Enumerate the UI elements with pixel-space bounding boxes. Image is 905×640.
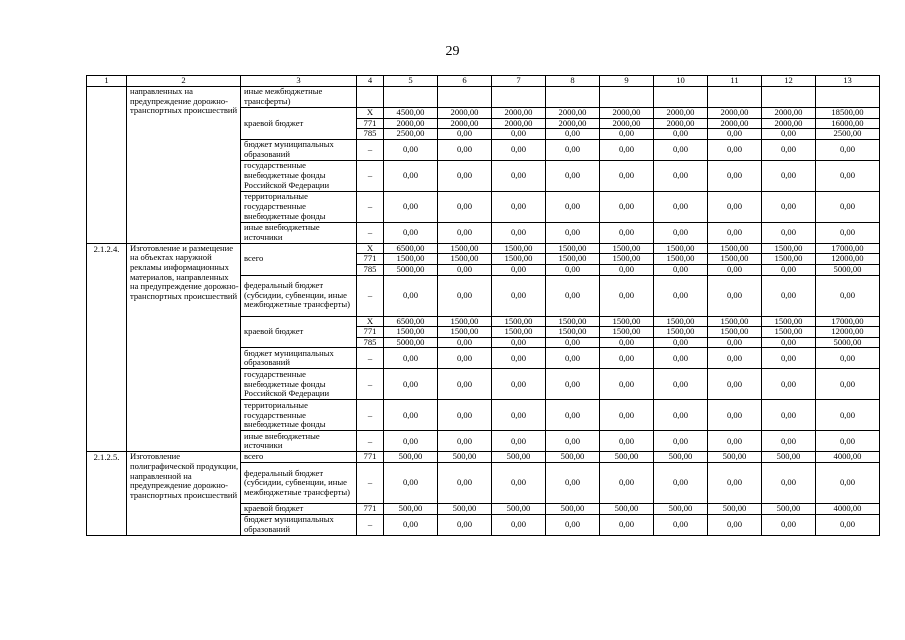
value-cell: 500,00: [492, 503, 546, 514]
value-cell: 2000,00: [546, 118, 600, 129]
value-cell: 0,00: [762, 369, 816, 400]
budget-code: 785: [357, 337, 384, 348]
value-cell: 0,00: [762, 400, 816, 431]
funding-source: государственные внебюджетные фонды Российской Федерации: [241, 369, 357, 400]
value-cell: 1500,00: [654, 254, 708, 265]
value-cell: 0,00: [546, 222, 600, 243]
item-code: 2.1.2.4.: [87, 243, 127, 452]
value-cell: 500,00: [384, 503, 438, 514]
value-cell: 1500,00: [654, 327, 708, 338]
value-cell: 5000,00: [384, 264, 438, 275]
column-header: 1: [87, 76, 127, 87]
value-cell: 2000,00: [708, 108, 762, 119]
value-cell: 12000,00: [816, 327, 880, 338]
value-cell: 0,00: [708, 160, 762, 191]
value-cell: 2000,00: [438, 118, 492, 129]
value-cell: 0,00: [708, 431, 762, 452]
budget-code: 771: [357, 118, 384, 129]
budget-code: –: [357, 160, 384, 191]
value-cell: [762, 87, 816, 108]
value-cell: 500,00: [600, 452, 654, 463]
value-cell: 0,00: [600, 191, 654, 222]
budget-table: [86, 75, 880, 536]
column-header: 2: [127, 76, 241, 87]
column-header: 3: [241, 76, 357, 87]
value-cell: 2000,00: [600, 108, 654, 119]
value-cell: 1500,00: [492, 243, 546, 254]
value-cell: 0,00: [384, 222, 438, 243]
value-cell: 0,00: [600, 275, 654, 316]
table-row: [87, 87, 880, 108]
value-cell: 0,00: [438, 264, 492, 275]
page-number: 29: [445, 44, 460, 59]
value-cell: 1500,00: [654, 243, 708, 254]
value-cell: 4000,00: [816, 452, 880, 463]
value-cell: 0,00: [762, 139, 816, 160]
value-cell: [492, 87, 546, 108]
value-cell: 0,00: [600, 139, 654, 160]
value-cell: 2000,00: [708, 118, 762, 129]
value-cell: 0,00: [438, 369, 492, 400]
column-header: 5: [384, 76, 438, 87]
value-cell: 0,00: [816, 400, 880, 431]
value-cell: 0,00: [816, 139, 880, 160]
value-cell: 0,00: [708, 462, 762, 503]
value-cell: 0,00: [546, 337, 600, 348]
column-header: 9: [600, 76, 654, 87]
value-cell: 0,00: [816, 348, 880, 369]
value-cell: 1500,00: [438, 243, 492, 254]
funding-source: иные внебюджетные источники: [241, 222, 357, 243]
value-cell: 0,00: [384, 514, 438, 535]
value-cell: 0,00: [600, 400, 654, 431]
value-cell: 0,00: [654, 275, 708, 316]
value-cell: 1500,00: [762, 316, 816, 327]
value-cell: 0,00: [438, 514, 492, 535]
column-header: 8: [546, 76, 600, 87]
funding-source: бюджет муниципальных образований: [241, 139, 357, 160]
value-cell: 0,00: [816, 514, 880, 535]
value-cell: 1500,00: [438, 254, 492, 265]
value-cell: 0,00: [600, 337, 654, 348]
value-cell: 500,00: [654, 452, 708, 463]
value-cell: 0,00: [438, 337, 492, 348]
value-cell: 0,00: [438, 129, 492, 140]
value-cell: 0,00: [492, 337, 546, 348]
table-row: [87, 452, 880, 463]
value-cell: 1500,00: [438, 316, 492, 327]
value-cell: 0,00: [816, 431, 880, 452]
value-cell: 0,00: [546, 264, 600, 275]
value-cell: [654, 87, 708, 108]
value-cell: 500,00: [546, 503, 600, 514]
item-code: 2.1.2.5.: [87, 452, 127, 535]
value-cell: [600, 87, 654, 108]
value-cell: 0,00: [492, 264, 546, 275]
column-header: 12: [762, 76, 816, 87]
value-cell: 5000,00: [816, 337, 880, 348]
column-header: 6: [438, 76, 492, 87]
column-header: 7: [492, 76, 546, 87]
value-cell: 6500,00: [384, 243, 438, 254]
funding-source: иные внебюджетные источники: [241, 431, 357, 452]
budget-code: [357, 87, 384, 108]
value-cell: 1500,00: [708, 316, 762, 327]
value-cell: 0,00: [762, 348, 816, 369]
value-cell: 1500,00: [654, 316, 708, 327]
table-row: [87, 243, 880, 254]
funding-source: бюджет муниципальных образований: [241, 514, 357, 535]
column-header: 13: [816, 76, 880, 87]
budget-code: –: [357, 514, 384, 535]
value-cell: 0,00: [654, 369, 708, 400]
value-cell: 0,00: [546, 400, 600, 431]
value-cell: 1500,00: [600, 243, 654, 254]
item-code: [87, 87, 127, 244]
budget-code: –: [357, 431, 384, 452]
value-cell: 0,00: [384, 191, 438, 222]
value-cell: 2000,00: [654, 118, 708, 129]
value-cell: 1500,00: [546, 243, 600, 254]
value-cell: 0,00: [708, 369, 762, 400]
value-cell: 18500,00: [816, 108, 880, 119]
budget-code: 771: [357, 452, 384, 463]
value-cell: 0,00: [708, 348, 762, 369]
value-cell: 0,00: [816, 462, 880, 503]
value-cell: 2000,00: [492, 108, 546, 119]
value-cell: 0,00: [762, 514, 816, 535]
column-header: 4: [357, 76, 384, 87]
value-cell: [438, 87, 492, 108]
value-cell: 2000,00: [438, 108, 492, 119]
value-cell: 500,00: [708, 503, 762, 514]
value-cell: 0,00: [762, 160, 816, 191]
value-cell: 500,00: [546, 452, 600, 463]
value-cell: 0,00: [492, 348, 546, 369]
value-cell: 0,00: [546, 191, 600, 222]
value-cell: 0,00: [654, 431, 708, 452]
value-cell: 0,00: [384, 160, 438, 191]
value-cell: 0,00: [654, 139, 708, 160]
funding-source: федеральный бюджет (субсидии, субвенции, иные межбюджетные трансферты): [241, 275, 357, 316]
value-cell: 500,00: [492, 452, 546, 463]
value-cell: 500,00: [600, 503, 654, 514]
value-cell: 0,00: [546, 160, 600, 191]
value-cell: 0,00: [492, 222, 546, 243]
budget-code: 771: [357, 254, 384, 265]
value-cell: 1500,00: [762, 254, 816, 265]
value-cell: 0,00: [708, 400, 762, 431]
value-cell: 500,00: [654, 503, 708, 514]
budget-code: –: [357, 369, 384, 400]
value-cell: [546, 87, 600, 108]
value-cell: 0,00: [762, 222, 816, 243]
value-cell: 0,00: [654, 462, 708, 503]
funding-source: всего: [241, 243, 357, 275]
value-cell: 0,00: [492, 275, 546, 316]
funding-source: краевой бюджет: [241, 108, 357, 140]
value-cell: 0,00: [654, 514, 708, 535]
value-cell: 0,00: [762, 337, 816, 348]
value-cell: 1500,00: [600, 254, 654, 265]
value-cell: 5000,00: [816, 264, 880, 275]
funding-source: территориальные государственные внебюджетные фонды: [241, 400, 357, 431]
value-cell: 0,00: [438, 191, 492, 222]
value-cell: 0,00: [384, 400, 438, 431]
value-cell: 0,00: [546, 462, 600, 503]
value-cell: 12000,00: [816, 254, 880, 265]
budget-code: –: [357, 222, 384, 243]
value-cell: 0,00: [762, 264, 816, 275]
value-cell: 0,00: [600, 462, 654, 503]
value-cell: 500,00: [708, 452, 762, 463]
value-cell: 500,00: [438, 503, 492, 514]
value-cell: 0,00: [492, 400, 546, 431]
value-cell: 0,00: [600, 264, 654, 275]
funding-source: бюджет муниципальных образований: [241, 348, 357, 369]
funding-source: территориальные государственные внебюджетные фонды: [241, 191, 357, 222]
value-cell: 500,00: [762, 452, 816, 463]
value-cell: 0,00: [438, 275, 492, 316]
value-cell: 0,00: [654, 264, 708, 275]
value-cell: 0,00: [708, 275, 762, 316]
budget-code: –: [357, 400, 384, 431]
value-cell: 0,00: [600, 348, 654, 369]
funding-source: государственные внебюджетные фонды Российской Федерации: [241, 160, 357, 191]
value-cell: 0,00: [816, 191, 880, 222]
value-cell: 0,00: [438, 431, 492, 452]
budget-code: –: [357, 348, 384, 369]
value-cell: 0,00: [546, 348, 600, 369]
value-cell: 1500,00: [492, 254, 546, 265]
value-cell: 0,00: [708, 222, 762, 243]
budget-code: X: [357, 243, 384, 254]
value-cell: 2000,00: [762, 108, 816, 119]
value-cell: 0,00: [816, 222, 880, 243]
budget-code: 771: [357, 503, 384, 514]
value-cell: 0,00: [546, 129, 600, 140]
budget-code: –: [357, 191, 384, 222]
value-cell: [384, 87, 438, 108]
column-number-row: [87, 76, 880, 87]
item-name: Изготовление полиграфической продукции, направленной на предупреждение дорожно-транспортных происшествий: [127, 452, 241, 535]
value-cell: 17000,00: [816, 243, 880, 254]
value-cell: 0,00: [438, 160, 492, 191]
value-cell: 0,00: [600, 369, 654, 400]
value-cell: 1500,00: [762, 243, 816, 254]
value-cell: 0,00: [546, 369, 600, 400]
value-cell: 1500,00: [546, 254, 600, 265]
value-cell: 0,00: [546, 275, 600, 316]
value-cell: 0,00: [762, 129, 816, 140]
value-cell: 2000,00: [492, 118, 546, 129]
budget-code: 785: [357, 129, 384, 140]
value-cell: 0,00: [438, 139, 492, 160]
value-cell: 1500,00: [384, 327, 438, 338]
value-cell: 2500,00: [816, 129, 880, 140]
value-cell: 2000,00: [546, 108, 600, 119]
budget-code: –: [357, 139, 384, 160]
value-cell: 0,00: [708, 337, 762, 348]
value-cell: 0,00: [708, 514, 762, 535]
value-cell: 0,00: [438, 400, 492, 431]
budget-code: –: [357, 275, 384, 316]
value-cell: 0,00: [600, 514, 654, 535]
value-cell: 0,00: [600, 431, 654, 452]
value-cell: 2000,00: [762, 118, 816, 129]
value-cell: 0,00: [654, 129, 708, 140]
value-cell: 500,00: [438, 452, 492, 463]
value-cell: 0,00: [762, 275, 816, 316]
value-cell: 0,00: [654, 400, 708, 431]
value-cell: 0,00: [492, 129, 546, 140]
value-cell: 1500,00: [708, 243, 762, 254]
funding-source: краевой бюджет: [241, 316, 357, 348]
budget-code: 785: [357, 264, 384, 275]
value-cell: 4500,00: [384, 108, 438, 119]
value-cell: 1500,00: [708, 327, 762, 338]
value-cell: 0,00: [438, 348, 492, 369]
value-cell: 1500,00: [384, 254, 438, 265]
value-cell: 0,00: [492, 191, 546, 222]
value-cell: 0,00: [492, 462, 546, 503]
value-cell: 0,00: [384, 431, 438, 452]
value-cell: 0,00: [654, 222, 708, 243]
value-cell: 0,00: [384, 369, 438, 400]
value-cell: 1500,00: [600, 316, 654, 327]
value-cell: 0,00: [600, 129, 654, 140]
funding-source: краевой бюджет: [241, 503, 357, 514]
funding-source: всего: [241, 452, 357, 463]
budget-code: 771: [357, 327, 384, 338]
value-cell: 0,00: [600, 160, 654, 191]
value-cell: 0,00: [384, 462, 438, 503]
item-name: направленных на предупреждение дорожно-транспортных происшествий: [127, 87, 241, 244]
value-cell: 500,00: [384, 452, 438, 463]
funding-source: федеральный бюджет (субсидии, субвенции, иные межбюджетные трансферты): [241, 462, 357, 503]
value-cell: 0,00: [654, 348, 708, 369]
value-cell: 0,00: [816, 369, 880, 400]
value-cell: 0,00: [762, 431, 816, 452]
value-cell: 0,00: [708, 129, 762, 140]
value-cell: 0,00: [762, 191, 816, 222]
budget-code: X: [357, 108, 384, 119]
value-cell: 0,00: [708, 191, 762, 222]
value-cell: 0,00: [546, 139, 600, 160]
value-cell: 17000,00: [816, 316, 880, 327]
value-cell: 0,00: [654, 160, 708, 191]
value-cell: 0,00: [816, 275, 880, 316]
value-cell: 0,00: [438, 462, 492, 503]
value-cell: 2000,00: [654, 108, 708, 119]
funding-source: иные межбюджетные трансферты): [241, 87, 357, 108]
value-cell: 1500,00: [708, 254, 762, 265]
value-cell: 0,00: [438, 222, 492, 243]
value-cell: 0,00: [546, 514, 600, 535]
value-cell: 0,00: [384, 275, 438, 316]
value-cell: 1500,00: [762, 327, 816, 338]
value-cell: [816, 87, 880, 108]
value-cell: 500,00: [762, 503, 816, 514]
value-cell: 0,00: [492, 369, 546, 400]
value-cell: 1500,00: [492, 327, 546, 338]
value-cell: 0,00: [492, 160, 546, 191]
value-cell: 0,00: [546, 431, 600, 452]
value-cell: 1500,00: [600, 327, 654, 338]
value-cell: 0,00: [816, 160, 880, 191]
value-cell: [708, 87, 762, 108]
value-cell: 0,00: [654, 337, 708, 348]
value-cell: 0,00: [708, 139, 762, 160]
column-header: 10: [654, 76, 708, 87]
item-name: Изготовление и размещение на объектах наружной рекламы информационных материалов, направленных на предупреждение дорожно-транспортных происшествий: [127, 243, 241, 452]
value-cell: 1500,00: [546, 316, 600, 327]
budget-code: –: [357, 462, 384, 503]
value-cell: 2000,00: [600, 118, 654, 129]
value-cell: 1500,00: [546, 327, 600, 338]
value-cell: 1500,00: [492, 316, 546, 327]
value-cell: 0,00: [654, 191, 708, 222]
value-cell: 5000,00: [384, 337, 438, 348]
value-cell: 4000,00: [816, 503, 880, 514]
value-cell: 0,00: [492, 431, 546, 452]
value-cell: 16000,00: [816, 118, 880, 129]
value-cell: 2000,00: [384, 118, 438, 129]
value-cell: 0,00: [384, 139, 438, 160]
value-cell: 0,00: [708, 264, 762, 275]
column-header: 11: [708, 76, 762, 87]
budget-code: X: [357, 316, 384, 327]
value-cell: 2500,00: [384, 129, 438, 140]
value-cell: 0,00: [600, 222, 654, 243]
value-cell: 6500,00: [384, 316, 438, 327]
value-cell: 0,00: [762, 462, 816, 503]
value-cell: 0,00: [492, 514, 546, 535]
value-cell: 0,00: [492, 139, 546, 160]
value-cell: 1500,00: [438, 327, 492, 338]
value-cell: 0,00: [384, 348, 438, 369]
